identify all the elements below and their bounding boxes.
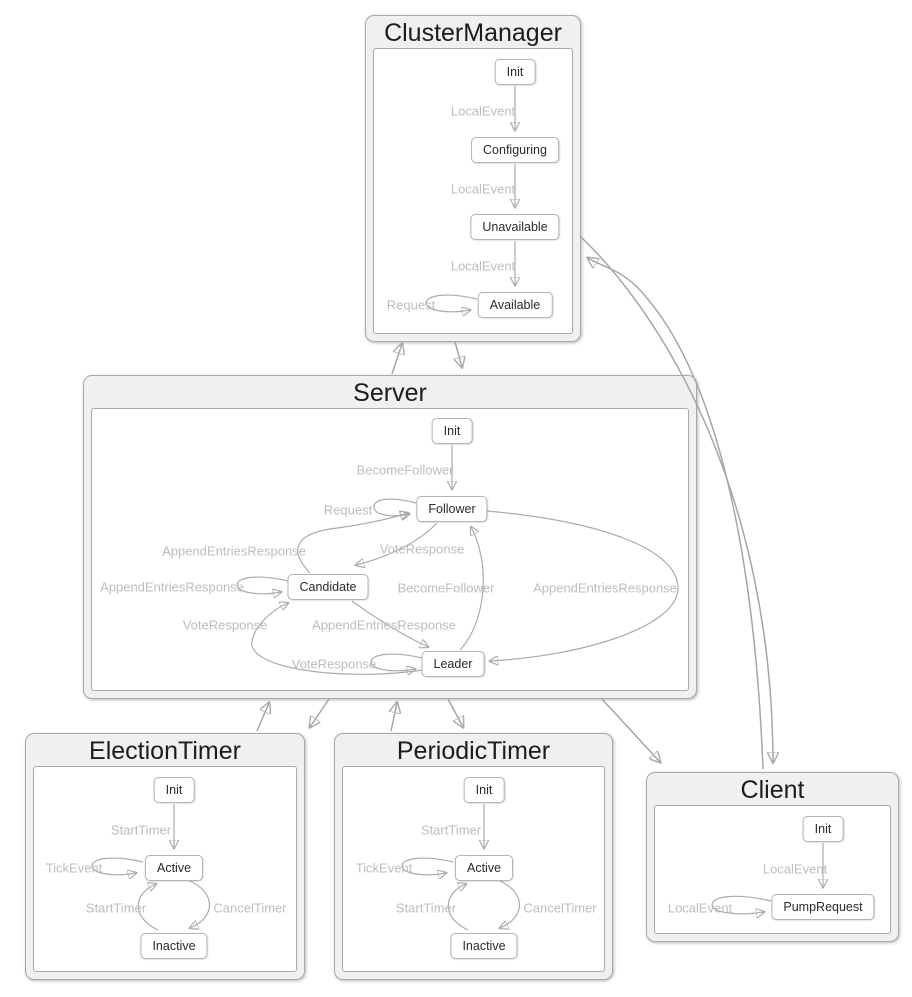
link-server-periodictimer bbox=[448, 699, 463, 727]
label-sv-appendentries-foll-lead: AppendEntriesResponse bbox=[533, 580, 677, 596]
label-cl-localevent-selfloop: LocalEvent bbox=[667, 900, 733, 916]
state-clustermanager-init: Init bbox=[495, 59, 536, 85]
state-electiontimer-active: Active bbox=[145, 855, 203, 881]
label-sv-appendentries-cand-lead: AppendEntriesResponse bbox=[312, 617, 456, 633]
label-sv-appendentries-cand-foll: AppendEntriesResponse bbox=[162, 543, 306, 559]
state-server-follower: Follower bbox=[416, 496, 487, 522]
label-sv-voteresponse-foll-cand: VoteResponse bbox=[379, 541, 465, 557]
state-periodictimer-active: Active bbox=[455, 855, 513, 881]
link-server-clustermanager bbox=[392, 344, 402, 374]
label-sv-becomefollower-leader: BecomeFollower bbox=[397, 580, 495, 596]
state-clustermanager-configuring: Configuring bbox=[471, 137, 559, 163]
link-electiontimer-server bbox=[257, 703, 269, 731]
state-server-leader: Leader bbox=[422, 651, 485, 677]
link-server-electiontimer bbox=[310, 699, 329, 727]
label-sv-becomefollower-init: BecomeFollower bbox=[356, 462, 454, 478]
state-periodictimer-init: Init bbox=[464, 777, 505, 803]
label-pt-tickevent-selfloop: TickEvent bbox=[355, 860, 413, 876]
machine-title-periodictimer: PeriodicTimer bbox=[396, 737, 551, 765]
label-pt-canceltimer: CancelTimer bbox=[523, 900, 597, 916]
machine-title-clustermanager: ClusterManager bbox=[384, 19, 562, 47]
label-et-starttimer-inactive: StartTimer bbox=[85, 900, 147, 916]
label-pt-starttimer-inactive: StartTimer bbox=[395, 900, 457, 916]
machine-title-client: Client bbox=[740, 776, 805, 804]
label-cm-request: Request bbox=[386, 297, 436, 313]
label-et-tickevent-selfloop: TickEvent bbox=[45, 860, 103, 876]
link-periodictimer-server bbox=[391, 703, 397, 731]
label-sv-appendentries-selfloop: AppendEntriesResponse bbox=[100, 579, 244, 595]
state-electiontimer-inactive: Inactive bbox=[140, 933, 207, 959]
machine-title-electiontimer: ElectionTimer bbox=[89, 737, 241, 765]
state-clustermanager-available: Available bbox=[478, 292, 553, 318]
state-server-init: Init bbox=[432, 418, 473, 444]
label-cm-localevent-1: LocalEvent bbox=[450, 103, 516, 119]
label-cl-localevent-init: LocalEvent bbox=[762, 861, 828, 877]
label-et-starttimer-init: StartTimer bbox=[110, 822, 172, 838]
state-clustermanager-unavailable: Unavailable bbox=[470, 214, 559, 240]
state-client-init: Init bbox=[803, 816, 844, 842]
machine-title-server: Server bbox=[353, 379, 427, 407]
state-periodictimer-inactive: Inactive bbox=[450, 933, 517, 959]
label-cm-localevent-2: LocalEvent bbox=[450, 181, 516, 197]
state-electiontimer-init: Init bbox=[154, 777, 195, 803]
label-sv-request-selfloop: Request bbox=[323, 502, 373, 518]
label-sv-voteresponse-lead-cand: VoteResponse bbox=[182, 617, 268, 633]
state-server-candidate: Candidate bbox=[288, 574, 369, 600]
label-sv-voteresponse-selfloop: VoteResponse bbox=[291, 656, 377, 672]
label-pt-starttimer-init: StartTimer bbox=[420, 822, 482, 838]
machine-server bbox=[83, 375, 697, 699]
link-clustermanager-server bbox=[455, 342, 462, 367]
state-client-pumprequest: PumpRequest bbox=[771, 894, 874, 920]
label-et-canceltimer: CancelTimer bbox=[213, 900, 287, 916]
label-cm-localevent-3: LocalEvent bbox=[450, 258, 516, 274]
